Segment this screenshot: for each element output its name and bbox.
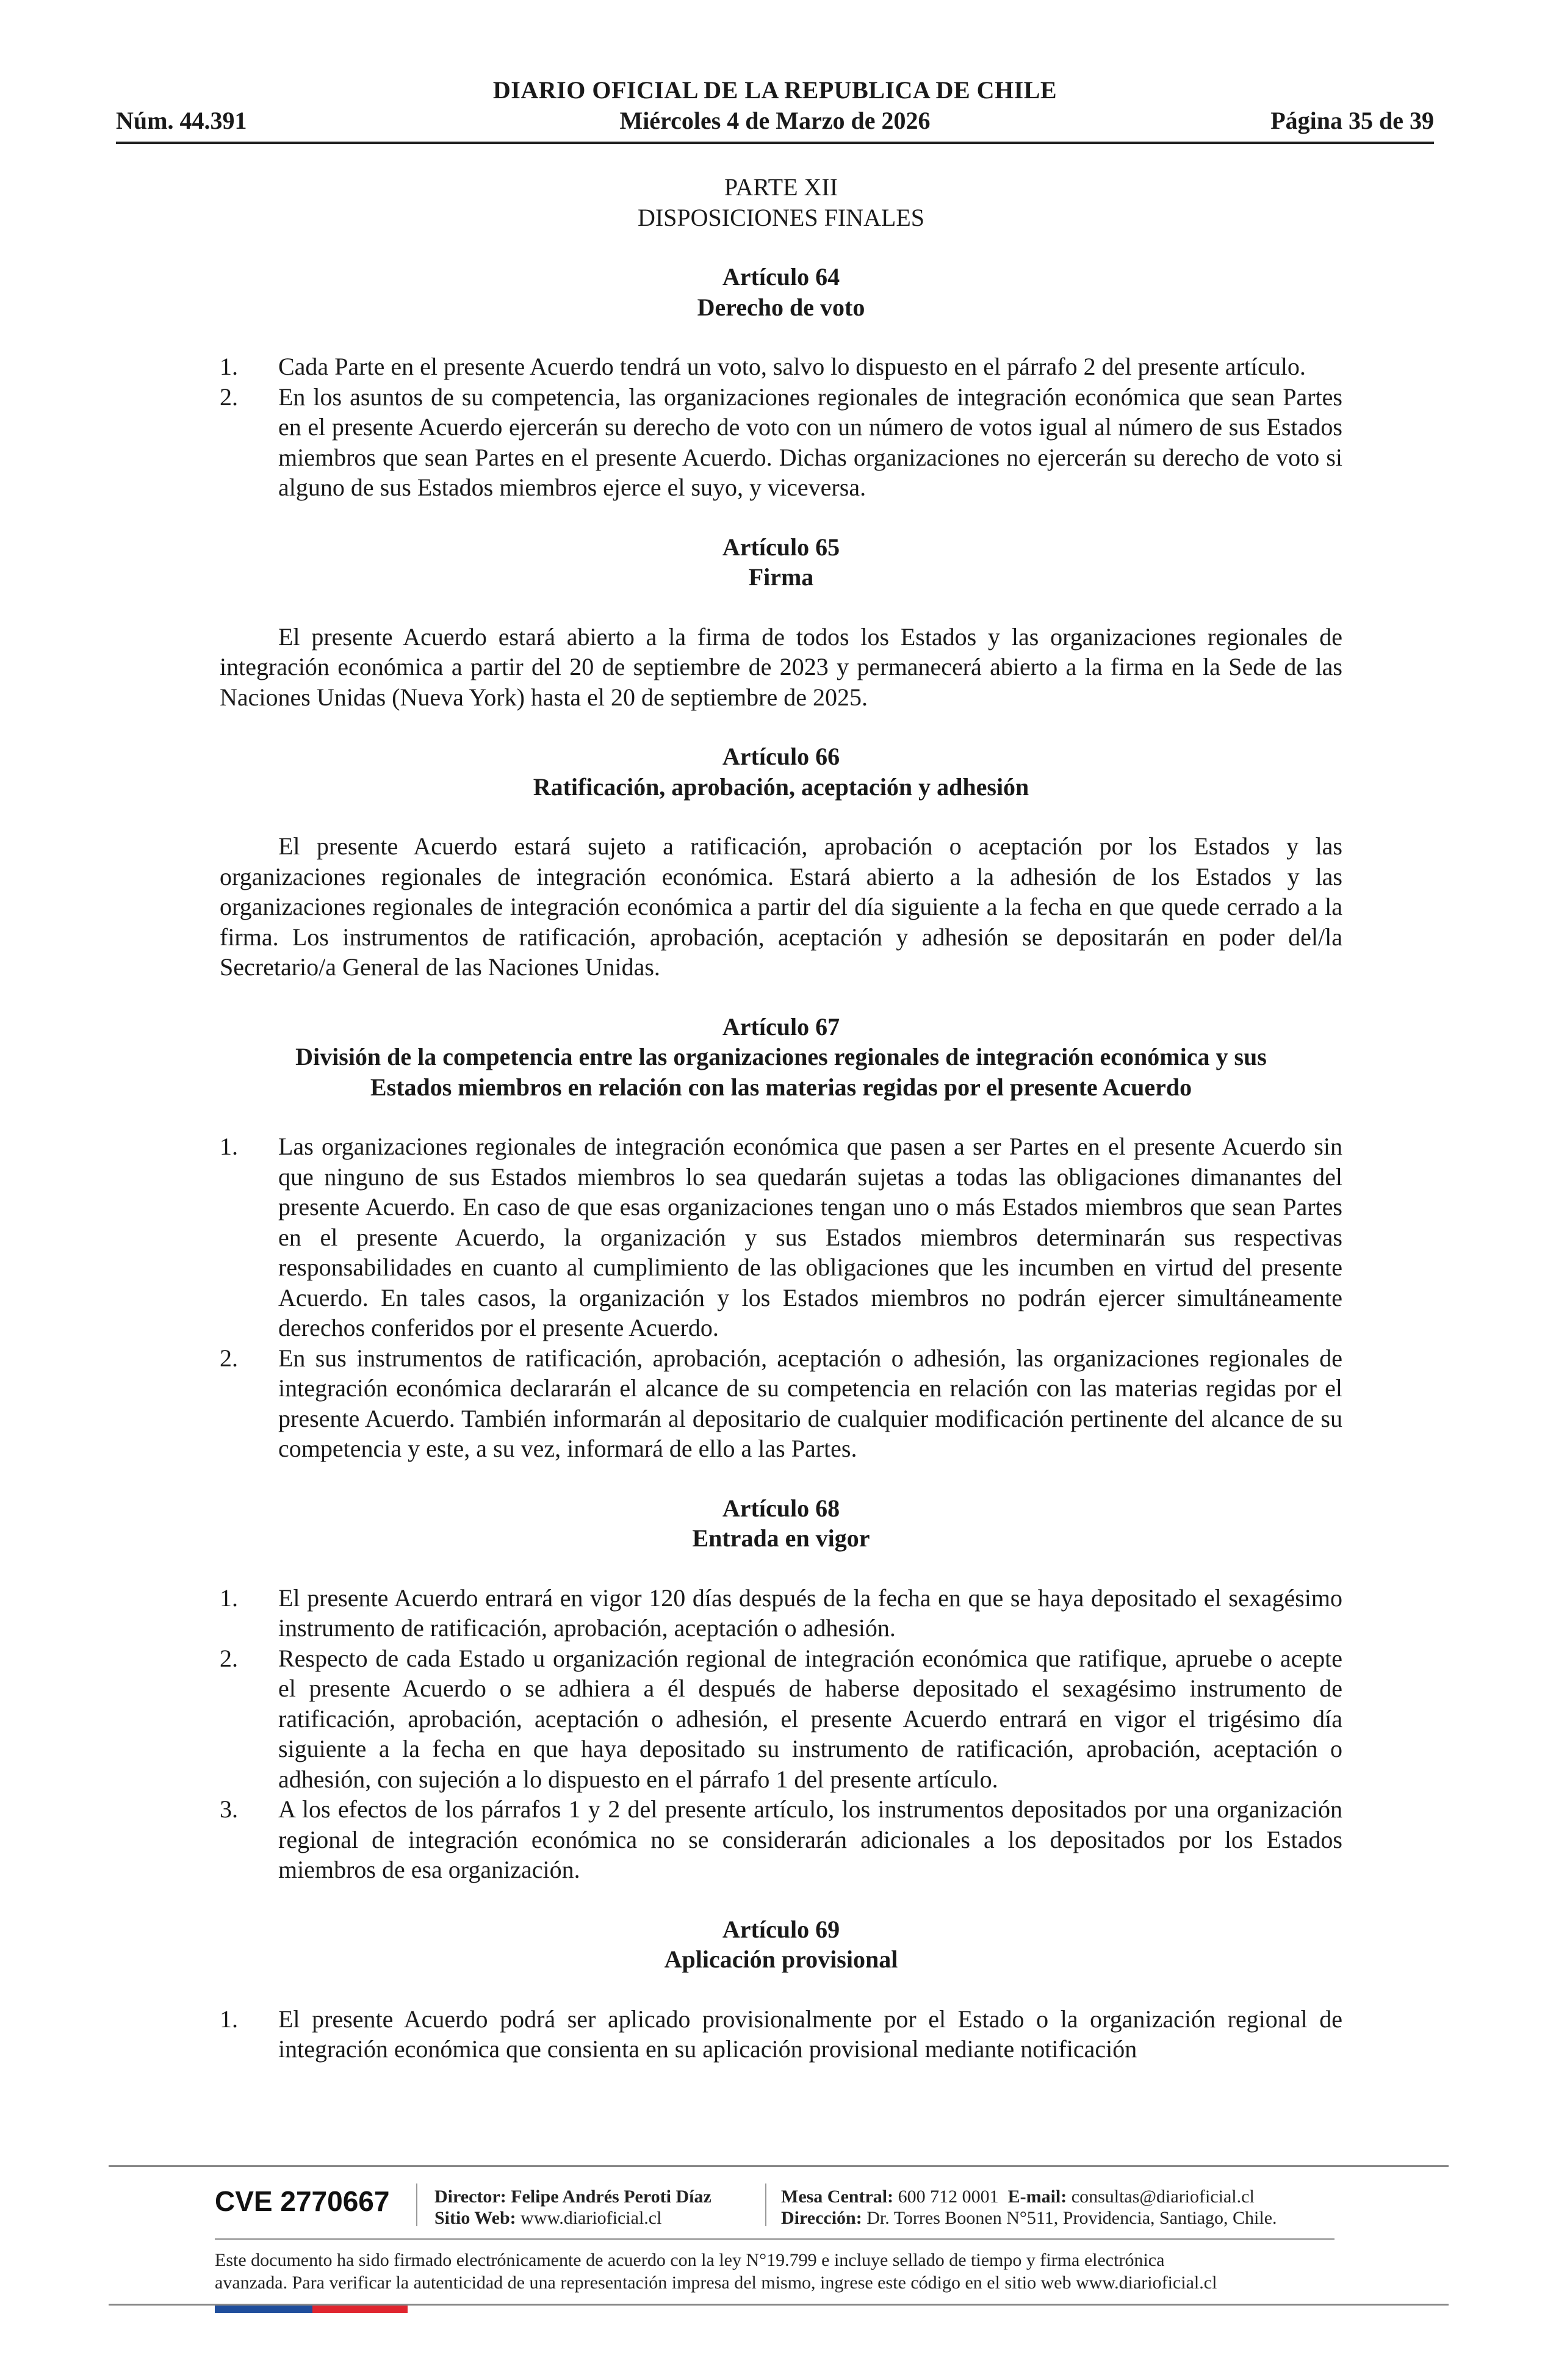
article-64-heading [220, 262, 1342, 322]
list-item [220, 2004, 1342, 2064]
address-line [781, 2207, 1277, 2229]
website-line [434, 2207, 711, 2229]
item-text: A los efectos de los párrafos 1 y 2 del presente artículo, los instrumentos depositados por una organización regional de integración económica no se considerarán adicionales a los depositados por los Estados miembros de esa organización. [278, 1795, 1342, 1883]
page-header [116, 74, 1434, 146]
item-text: El presente Acuerdo entrará en vigor 120 días después de la fecha en que se haya depositado el sexagésimo instrumento de ratificación, aprobación, aceptación o adhesión. [278, 1584, 1342, 1642]
director-label: Director: [434, 2187, 506, 2207]
footer-separator [765, 2183, 766, 2226]
article-64-list [220, 352, 1342, 503]
list-item [220, 352, 1342, 382]
cve-code: CVE 2770667 [215, 2185, 390, 2217]
address-label: Dirección: [781, 2208, 862, 2228]
page-number: Página 35 de 39 [1270, 107, 1434, 134]
item-text: Cada Parte en el presente Acuerdo tendrá un voto, salvo lo dispuesto en el párrafo 2 del presente artículo. [278, 353, 1306, 380]
address-text: Dr. Torres Boonen N°511, Providencia, Santiago, Chile. [866, 2208, 1277, 2228]
article-title: Ratificación, aprobación, aceptación y adhesión [533, 773, 1029, 801]
part-label: PARTE XII [724, 173, 838, 201]
article-67-list [220, 1131, 1342, 1464]
article-number: Artículo 65 [722, 533, 840, 561]
mesa-label: Mesa Central: [781, 2187, 894, 2207]
article-number: Artículo 64 [722, 263, 840, 290]
article-title-line-1: División de la competencia entre las organizaciones regionales de integración económica y sus [295, 1043, 1267, 1070]
article-number: Artículo 66 [722, 743, 840, 770]
website-label: Sitio Web: [434, 2208, 516, 2228]
article-69-list [220, 2004, 1342, 2064]
notice-line: avanzada. Para verificar la autenticidad de una representación impresa del mismo, ingrese este código en el sitio web www.diarioficial.cl [215, 2273, 1217, 2293]
article-66-heading [220, 741, 1342, 802]
article-number: Artículo 67 [722, 1012, 840, 1040]
list-item [220, 382, 1342, 503]
footer-divider-middle [215, 2238, 1334, 2240]
issue-number: Núm. 44.391 [116, 107, 247, 134]
list-item [220, 1131, 1342, 1343]
item-text: Las organizaciones regionales de integración económica que pasen a ser Partes en el presente Acuerdo sin que ninguno de sus Estados miembros lo sea quedarán sujetas a todas las obligaciones dimanantes del presente Acuerdo. En caso de que esas organizaciones tengan uno o más Estados miembros que sean Partes en el presente Acuerdo, la organización y sus Estados miembros determinarán sus respectivas responsabilidades en cuanto al cumplimiento de las obligaciones que les incumben en virtud del presente Acuerdo. En tales casos, la organización y los Estados miembros no podrán ejercer simultáneamente derechos conferidos por el presente Acuerdo. [278, 1133, 1342, 1341]
item-number: 2. [220, 383, 238, 411]
signature-notice [215, 2249, 1350, 2294]
contact-line [781, 2186, 1277, 2207]
article-65-paragraph: El presente Acuerdo estará abierto a la firma de todos los Estados y las organizaciones regionales de integración económica a partir del 20 de septiembre de 2023 y permanecerá abierto a la firma en la Sede de las Naciones Unidas (Nueva York) hasta el 20 de septiembre de 2025. [220, 622, 1342, 711]
item-text: Respecto de cada Estado u organización regional de integración económica que ratifique, apruebe o acepte el presente Acuerdo o se adhiera a él después de haberse depositado el sexagésimo instrumento de ratificación, aprobación, aceptación o adhesión, el presente Acuerdo entrará en vigor el trigésimo día siguiente a la fecha en que haya depositado su instrumento de ratificación, aprobación, aceptación o adhesión, con sujeción a lo dispuesto en el párrafo 1 del presente artículo. [278, 1644, 1342, 1793]
mesa-phone: 600 712 0001 [898, 2187, 999, 2207]
article-number: Artículo 68 [722, 1494, 840, 1522]
email-label: E-mail: [1007, 2187, 1067, 2207]
item-number: 2. [220, 1344, 238, 1372]
part-title: DISPOSICIONES FINALES [637, 203, 925, 231]
article-69-heading [220, 1914, 1342, 1975]
notice-line: Este documento ha sido firmado electrónicamente de acuerdo con la ley N°19.799 e incluye sellado de tiempo y firma electrónica [215, 2250, 1165, 2270]
document-body [220, 172, 1342, 2064]
footer-director-block [434, 2186, 711, 2229]
item-number: 1. [220, 2005, 238, 2033]
footer-divider-top [109, 2165, 1449, 2167]
email-link[interactable]: consultas@diarioficial.cl [1071, 2187, 1255, 2207]
article-67-heading [220, 1012, 1342, 1103]
director-name: Felipe Andrés Peroti Díaz [511, 2187, 711, 2207]
item-number: 2. [220, 1644, 238, 1672]
director-line [434, 2186, 711, 2207]
item-number: 1. [220, 353, 238, 380]
flag-stripe-blue [215, 2306, 312, 2313]
article-title-line-2: Estados miembros en relación con las materias regidas por el presente Acuerdo [370, 1073, 1192, 1101]
list-item [220, 1343, 1342, 1464]
article-title: Derecho de voto [697, 293, 865, 321]
issue-date: Miércoles 4 de Marzo de 2026 [619, 107, 931, 134]
list-item [220, 1583, 1342, 1643]
footer-contact-block [781, 2186, 1277, 2229]
article-65-heading [220, 532, 1342, 593]
article-number: Artículo 69 [722, 1915, 840, 1943]
item-text: El presente Acuerdo podrá ser aplicado provisionalmente por el Estado o la organización regional de integración económica que consienta en su aplicación provisional mediante notificación [278, 2005, 1342, 2063]
list-item [220, 1643, 1342, 1795]
header-divider [116, 142, 1434, 144]
flag-stripe-red [312, 2306, 408, 2313]
item-number: 1. [220, 1584, 238, 1612]
article-title: Firma [748, 563, 814, 591]
item-number: 3. [220, 1795, 238, 1823]
article-68-list [220, 1583, 1342, 1885]
item-text: En los asuntos de su competencia, las organizaciones regionales de integración económica que sean Partes en el presente Acuerdo ejercerán su derecho de voto con un número de votos igual al número de sus Estados miembros que sean Partes en el presente Acuerdo. Dichas organizaciones no ejercerán su derecho de voto si alguno de sus Estados miembros ejerce el suyo, y viceversa. [278, 383, 1342, 501]
footer-separator [416, 2183, 417, 2226]
item-text: En sus instrumentos de ratificación, aprobación, aceptación o adhesión, las organizaciones regionales de integración económica declararán el alcance de su competencia en relación con las materias regidas por el presente Acuerdo. También informarán al depositario de cualquier modificación pertinente del alcance de su competencia y este, a su vez, informará de ello a las Partes. [278, 1344, 1342, 1462]
item-number: 1. [220, 1133, 238, 1160]
newspaper-title: DIARIO OFICIAL DE LA REPUBLICA DE CHILE [492, 76, 1057, 104]
website-link[interactable]: www.diarioficial.cl [520, 2208, 662, 2228]
article-title: Aplicación provisional [664, 1945, 898, 1973]
article-title: Entrada en vigor [692, 1524, 870, 1552]
article-68-heading [220, 1493, 1342, 1554]
article-66-paragraph: El presente Acuerdo estará sujeto a ratificación, aprobación o aceptación por los Estados y las organizaciones regionales de integración económica. Estará abierto a la adhesión de los Estados y las organizaciones regionales de integración económica a partir del día siguiente a la fecha en que quede cerrado a la firma. Los instrumentos de ratificación, aprobación, aceptación y adhesión se depositarán en poder del/la Secretario/a General de las Naciones Unidas. [220, 832, 1342, 981]
list-item [220, 1794, 1342, 1885]
